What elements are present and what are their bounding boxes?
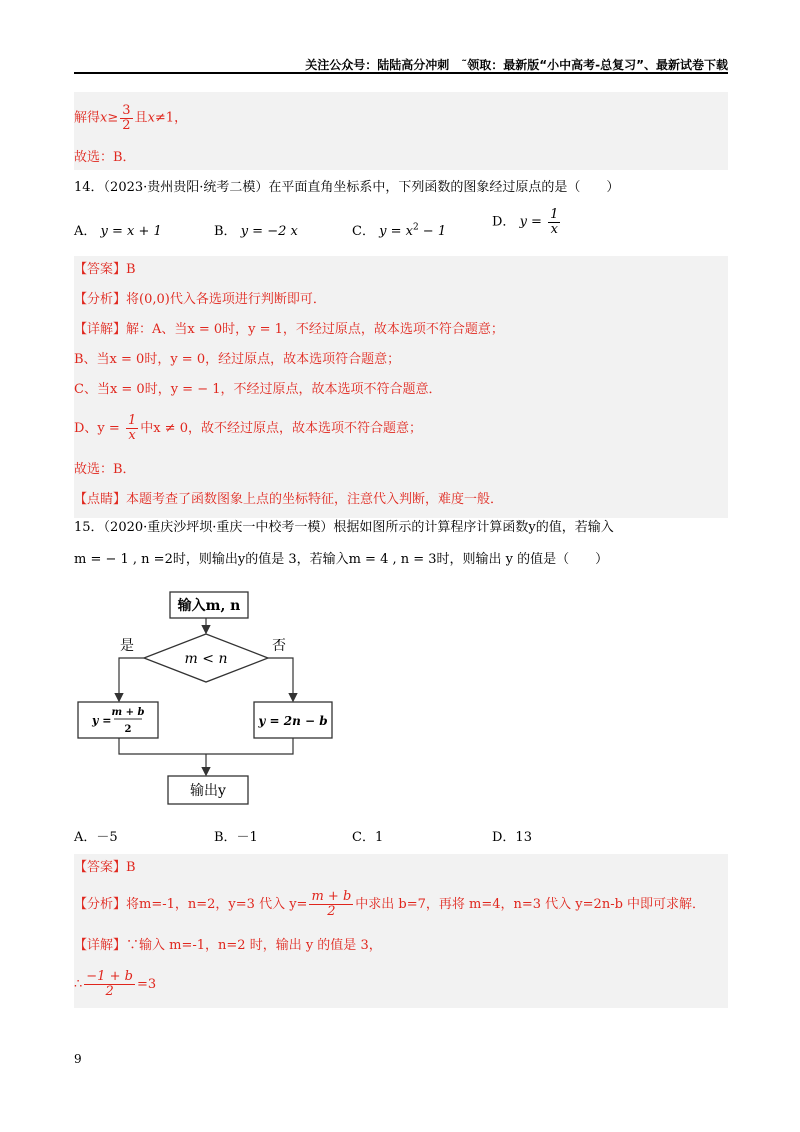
flow-output-label: 输出y [190,783,226,799]
q15-option-b: B．－1 [214,830,258,845]
prev-solve-line: 解得x≥ $\frac{3}{2}$ 且x≠1， [74,103,188,133]
q14-point: 【点睛】本题考查了函数图象上点的坐标特征，注意代入判断，难度一般． [74,492,504,507]
q14-stem: 14．（2023·贵州贵阳·统考二模）在平面直角坐标系中，下列函数的图象经过原点的是（ ） [74,180,620,195]
flow-left-den: 2 [124,724,132,735]
flow-input-label: 输入m, n [177,598,241,614]
q15-option-a: A．－5 [74,830,118,845]
q14-detail-4: D、y = $\frac{1}{x}$ 中x ≠ 0，故不经过原点，故本选项不符合题意； [74,413,422,443]
q15-option-d: D．13 [492,830,532,845]
header-rule [74,72,728,74]
q14-detail-2: B、当x = 0时，y = 0，经过原点，故本选项符合题意； [74,352,401,367]
flow-left-y: y = [92,714,112,727]
prev-choose: 故选：B． [74,150,136,165]
flow-no-label: 否 [272,638,286,654]
q14-option-a: A． y = x + 1 [74,224,162,239]
q14-detail-3: C、当x = 0时，y = − 1，不经过原点，故本选项不符合题意． [74,382,442,397]
q14-choose: 故选：B． [74,462,136,477]
q15-detail-2: ∴ $\frac{-1 + b}{2}$ =3 [74,969,157,999]
q14-detail-1: 【详解】解：A、当x = 0时，y = 1，不经过原点，故本选项不符合题意； [74,322,504,337]
flow-condition-label: m < n [184,651,228,667]
q14-analysis: 【分析】将(0,0)代入各选项进行判断即可． [74,292,326,307]
page-header: 关注公众号：陆陆高分冲刺 ˜领取：最新版“小中高考-总复习”、最新试卷下载 [305,58,728,72]
flow-left-num: m + b [111,707,145,718]
flow-right-label: y = 2n − b [258,714,328,728]
q15-analysis: 【分析】将m=-1，n=2，y=3 代入 y= $\frac{m + b}{2}$ 中求出 b=7，再将 m=4，n=3 代入 y=2n-b 中即可求解． [74,889,706,919]
q14-answer: 【答案】B [74,262,136,277]
flow-yes-label: 是 [120,638,134,654]
q14-option-c: C． $y = x^2 - 1$ [352,222,447,239]
q15-answer: 【答案】B [74,860,136,875]
q15-stem-1: 15．（2020·重庆沙坪坝·重庆一中校考一模）根据如图所示的计算程序计算函数y的值，若输入 [74,520,614,535]
q14-option-d: D． y = $\frac{1}{x}$ [492,207,559,237]
q15-detail-1: 【详解】∵输入 m=-1，n=2 时，输出 y 的值是 3， [74,938,382,953]
flowchart [70,586,350,810]
page-number: 9 [74,1052,82,1066]
fraction: $\frac{3}{2}$ [122,103,131,133]
q15-option-c: C．1 [352,830,384,845]
q14-option-b: B． y = −2 x [214,224,298,239]
q15-stem-2: m = − 1 , n =2时，则输出y的值是 3，若输入m = 4 , n = 3时，则输出 y 的值是（ ） [74,552,609,567]
